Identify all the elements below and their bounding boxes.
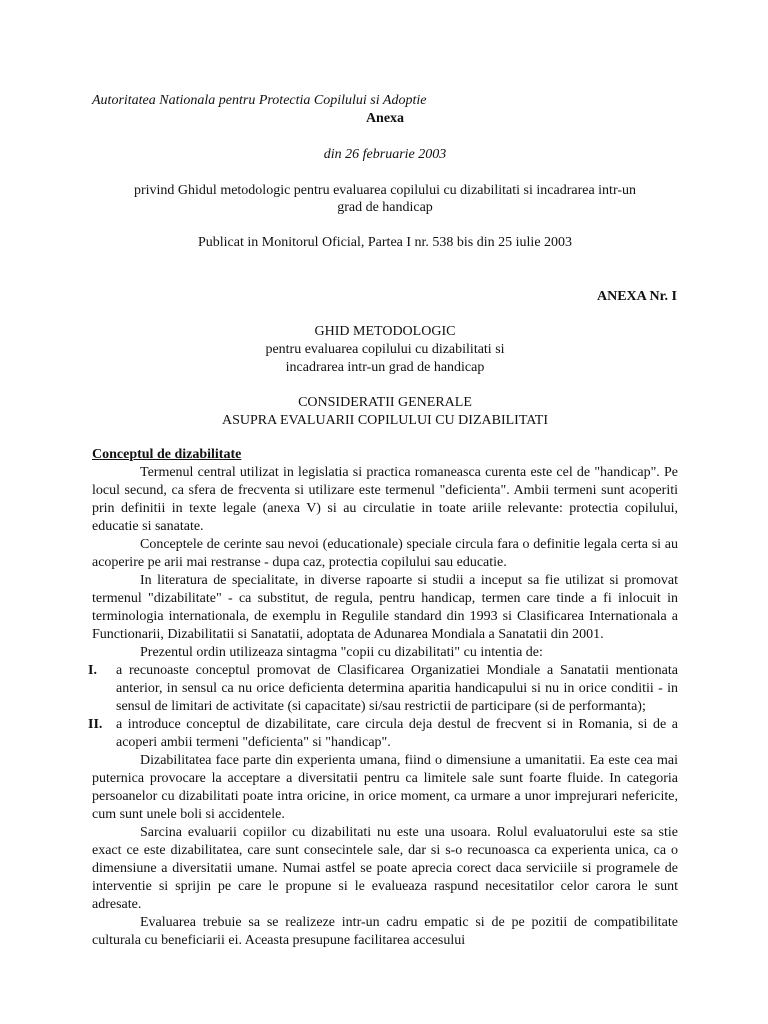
guide-title: GHID METODOLOGIC [314, 324, 456, 339]
section-heading: Conceptul de dizabilitate [92, 447, 242, 462]
list-item [88, 716, 678, 752]
section-body [88, 446, 678, 950]
published-line: Publicat in Monitorul Oficial, Partea I nr. 538 bis din 25 iulie 2003 [197, 235, 573, 250]
annex-label: ANEXA Nr. I [597, 289, 677, 304]
subject-line-2: grad de handicap [337, 200, 433, 215]
list-item-number: I. [88, 663, 97, 678]
guide-line-2: pentru evaluarea copilului cu dizabilitati si [265, 342, 505, 357]
anexa-title: Anexa [365, 111, 405, 126]
list-item-number: II. [88, 717, 103, 732]
subject-line-1: privind Ghidul metodologic pentru evaluarea copilului cu dizabilitati si incadrarea intr-un [133, 183, 636, 198]
list-item [88, 662, 678, 716]
list-item-text: a recunoaste conceptul promovat de Clasificarea Organizatiei Mondiale a Sanatatii mentionata anterior, in sensul ca nu orice deficienta determina aparitia handicapului si nu in orice conditii - in sensul de limitari de activitate (si capacitate) si/sau restrictii de participare (si de performanta); [116, 663, 678, 714]
guide-line-3: incadrarea intr-un grad de handicap [285, 360, 485, 375]
list-item-text: a introduce conceptul de dizabilitate, care circula deja destul de frecvent si in Romania, si de a acoperi ambii termeni "deficienta" si "handicap". [116, 717, 678, 750]
date-line: din 26 februarie 2003 [323, 147, 447, 162]
paragraph-7: Evaluarea trebuie sa se realizeze intr-un cadru empatic si de pe pozitii de compatibilitate culturala cu beneficiarii ei. Aceasta presupune facilitarea accesului [92, 915, 678, 948]
considerations-line-1: CONSIDERATII GENERALE [298, 395, 472, 410]
paragraph-2: Conceptele de cerinte sau nevoi (educationale) speciale circula fara o definitie legala certa si au acoperire pe arii mai restranse - dupa caz, protectia copilului sau educatie. [92, 537, 678, 570]
paragraph-1: Termenul central utilizat in legislatia si practica romaneasca curenta este cel de "handicap". Pe locul secund, ca sfera de frecventa si utilizare este termenul "deficienta". Ambii termeni sunt acoperiti prin definitii in texte legale (anexa V) si au circulatie in toate ariile relevante: protectia copilului, educatie si sanatate. [92, 465, 678, 534]
considerations-line-2: ASUPRA EVALUARII COPILULUI CU DIZABILITATI [221, 413, 549, 428]
authority-line: Autoritatea Nationala pentru Protectia Copilului si Adoptie [92, 93, 427, 108]
paragraph-4: Prezentul ordin utilizeaza sintagma "copii cu dizabilitati" cu intentia de: [140, 645, 543, 660]
paragraph-3: In literatura de specialitate, in diverse rapoarte si studii a inceput sa fie utilizat si promovat termenul "dizabilitate" - ca substitut, de regula, pentru handicap, termen care tinde a fi inlocuit in terminologia internationala, de exemplu in Regulile standard din 1993 si Clasificarea Internationala a Functionarii, Dizabilitatii si Sanatatii, adoptata de Adunarea Mondiala a Sanatatii din 2001. [92, 573, 678, 642]
paragraph-5: Dizabilitatea face parte din experienta umana, fiind o dimensiune a umanitatii. Ea este cea mai puternica provocare la acceptare a diversitatii pentru ca limitele sale sunt foarte fluide. In categoria persoanelor cu dizabilitati poate intra oricine, in orice moment, ca urmare a unor imprejurari nefericite, cum sunt unele boli si accidentele. [92, 753, 678, 822]
paragraph-6: Sarcina evaluarii copiilor cu dizabilitati nu este una usoara. Rolul evaluatorului este sa stie exact ce este dizabilitatea, care sunt consecintele sale, dar si s-o recunoasca ca experienta unica, ca o dimensiune a diversitatii umane. Numai astfel se poate aprecia corect daca serviciile si programele de interventie si sprijin pe care le propune si le evalueaza raspund necesitatilor celor carora le sunt adresate. [92, 825, 678, 912]
